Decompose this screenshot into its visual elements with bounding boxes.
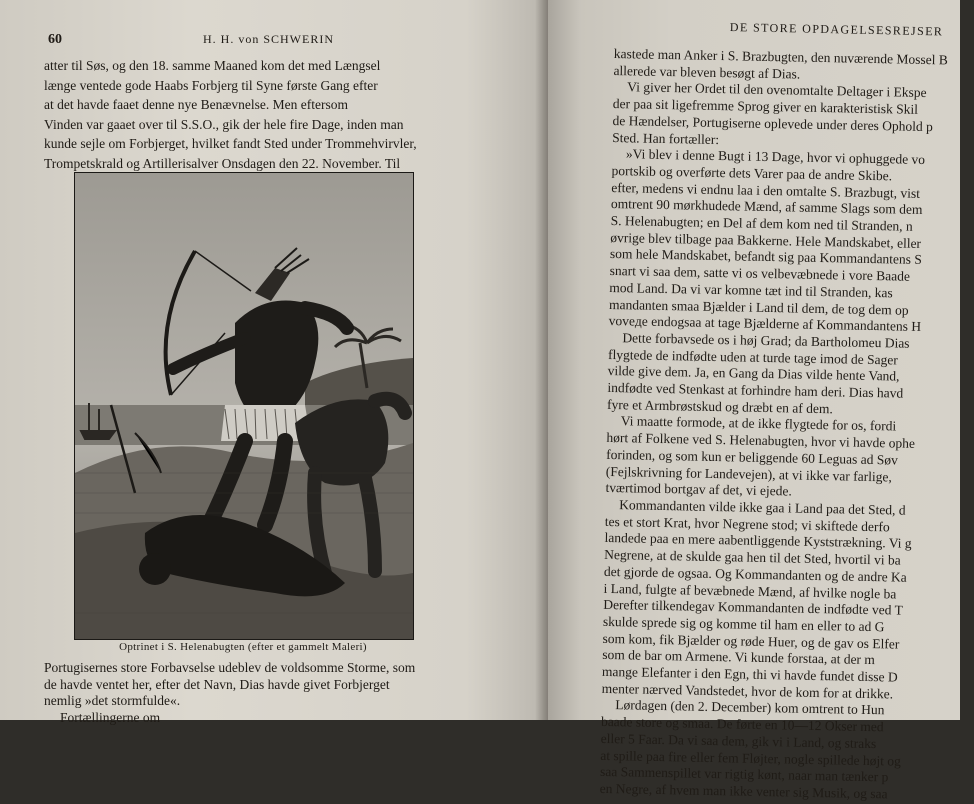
text-line: Trompetskrald og Artillerisalver Onsdagen den 22. November. Til bbox=[44, 155, 401, 171]
text-line: at det havde faaet denne nye Benævnelse. Men eftersom bbox=[44, 97, 349, 113]
text-line: Negrene, at de skulde gaa hen til det Sted, hvortil vi ba bbox=[604, 547, 901, 568]
text-line: Vi giver her Ordet til den ovenomtalte Deltager i Ekspe bbox=[627, 79, 927, 101]
text-line: vilde give dem. Ja, en Gang da Dias vilde hente Vand, bbox=[607, 363, 900, 384]
text-line: Derefter tilkendegav Kommandanten de indfødte ved T bbox=[603, 597, 904, 618]
text-line: snart vi saa dem, satte vi os velbevæbnede i vore Baade bbox=[609, 263, 911, 284]
text-line: som hele Mandskabet, befandt sig paa Kommandantens S bbox=[609, 246, 923, 268]
text-line: (Fejlskrivning for Landevejen), at vi ikke var farlige, bbox=[605, 463, 892, 484]
text-line: Sted. Han fortæller: bbox=[612, 129, 720, 147]
text-line: Vi maatte formode, at de ikke flygtede for os, fordi bbox=[620, 413, 897, 434]
text-line: mange Elefanter i den Egn, thi vi havde fundet disse D bbox=[601, 663, 898, 685]
page-number: 60 bbox=[48, 32, 62, 47]
text-line: øvrige blev tilbage paa Bakkerne. Hele Mandskabet, eller bbox=[610, 229, 922, 251]
left-text-bottom bbox=[44, 660, 484, 726]
text-line: i Land, fulgte af bevæbnede Mænd, af hvilke nogle ba bbox=[603, 580, 897, 602]
text-line: fyre et Armbrøstskud og dræbt en af dem. bbox=[606, 396, 833, 417]
text-line: saa Sammenspillet var rigtig kønt, naar man tænker p bbox=[599, 764, 889, 785]
text-line: nemlig »det stormfulde«. bbox=[44, 693, 181, 708]
text-line: voveде endogsaa at tage Bjælderne af Kommandantens H bbox=[608, 313, 922, 335]
text-line: som kom, fik Bjælder og røde Huer, og de gav os Elfer bbox=[602, 630, 900, 652]
text-line: S. Helenabugten; en Del af dem kom ned til Stranden, n bbox=[610, 213, 913, 234]
text-line: det gjorde de ogsaa. Og Kommandanten og de andre Ka bbox=[603, 563, 907, 585]
text-line: atter til Søs, og den 18. samme Maaned kom det med Længsel bbox=[44, 58, 381, 73]
text-line: mod Land. Da vi var komne tæt ind til Stranden, kas bbox=[609, 279, 893, 301]
text-line: efter, medens vi endnu laa i den omtalte S. Brazbugt, vist bbox=[611, 179, 921, 201]
text-line: allerede var bleven besøgt af Dias. bbox=[613, 62, 801, 82]
left-page-header bbox=[48, 30, 488, 50]
text-line: landede paa en mere aabentliggende Kyststrækning. Vi g bbox=[604, 530, 912, 552]
text-line: der paa sit ligefremme Sprog giver en karakteristisk Skil bbox=[612, 96, 919, 117]
text-line: Fortællingerne om bbox=[60, 709, 161, 725]
text-line: de Hændelser, Portugiserne oplevede under deres Ophold p bbox=[612, 112, 934, 134]
text-line: som de bar om Armene. Vi kunde forstaa, at der m bbox=[602, 647, 876, 668]
text-line: kastede man Anker i S. Brazbugten, den nuværende Mossel B bbox=[613, 46, 949, 68]
running-head-right: DE STORE OPDAGELSESREJSER bbox=[729, 20, 944, 39]
text-line: Dette forbavsede os i høj Grad; da Bartholomeu Dias bbox=[622, 330, 910, 351]
illustration-caption: Optrinet i S. Helenabugten (efter et gammelt Maleri) bbox=[119, 641, 367, 653]
text-line: en Negre, af hvem man ikke venter sig Musik, og saa bbox=[599, 780, 888, 802]
text-line: skulde sprede sig og komme til ham en eller to ad G bbox=[602, 613, 885, 635]
text-line: tværtimod bortgav af det, vi ejede. bbox=[605, 480, 792, 499]
text-line: eller 5 Faar. Da vi saa dem, gik vi i Land, og straks bbox=[600, 730, 877, 751]
text-line: omtrent 90 mørkhudede Mænd, af samme Slags som dem bbox=[610, 196, 923, 218]
text-line: flygtede de indfødte uden at turde tage imod de Sager bbox=[607, 346, 898, 368]
text-line: hørt af Folkene ved S. Helenabugten, hvor vi havde ophe bbox=[606, 430, 916, 452]
running-head-left: H. H. von SCHWERIN bbox=[203, 32, 334, 46]
text-line: længe ventede gode Haabs Forbjerg til Syne første Gang efter bbox=[44, 77, 378, 93]
text-line: mandanten smaa Bjælder i Land til dem, de tog dem op bbox=[608, 296, 909, 318]
left-text-top bbox=[44, 56, 484, 174]
text-line: Vinden var gaaet over til S.S.O., gik der hele fire Dage, inden man bbox=[44, 116, 404, 132]
text-line: de havde ventet her, efter det Navn, Dias havde givet Forbjerget bbox=[44, 676, 390, 692]
engraving-illustration bbox=[74, 172, 414, 640]
engraving-drawing bbox=[75, 173, 413, 639]
text-line: tes et stort Krat, hvor Negrene stod; vi skiftede derfo bbox=[604, 513, 890, 535]
text-line: »Vi blev i denne Bugt i 13 Dage, hvor vi ophuggede vo bbox=[625, 146, 926, 168]
text-line: menter nærved Vandstedet, hvor de kom for at drikke. bbox=[601, 680, 894, 702]
text-line: at spille paa fire eller fem Fløjter, nogle spillede højt og bbox=[600, 747, 901, 769]
text-line: forinden, og som kun er beliggende 60 Leguas ad Søv bbox=[606, 446, 898, 468]
text-line: Kommandanten vilde ikke gaa i Land paa det Sted, d bbox=[619, 497, 906, 518]
text-line: indfødte ved Stenkast at forhindre ham deri. Dias havd bbox=[607, 380, 904, 401]
text-line: baade store og smaa. De førte en 10—12 Okser med bbox=[600, 714, 884, 735]
text-line: kunde sejle om Forbjerget, hvilket fandt Sted under Trommehvirvler, bbox=[44, 136, 417, 152]
text-line: Portugisernes store Forbavselse udeblev de voldsomme Storme, som bbox=[44, 660, 416, 675]
text-line: Lørdagen (den 2. December) kom omtrent to Hun bbox=[615, 697, 885, 718]
right-page bbox=[548, 0, 960, 802]
right-text bbox=[600, 46, 974, 804]
text-line: portskib og overførte dets Varer paa de andre Skibe. bbox=[611, 162, 893, 184]
